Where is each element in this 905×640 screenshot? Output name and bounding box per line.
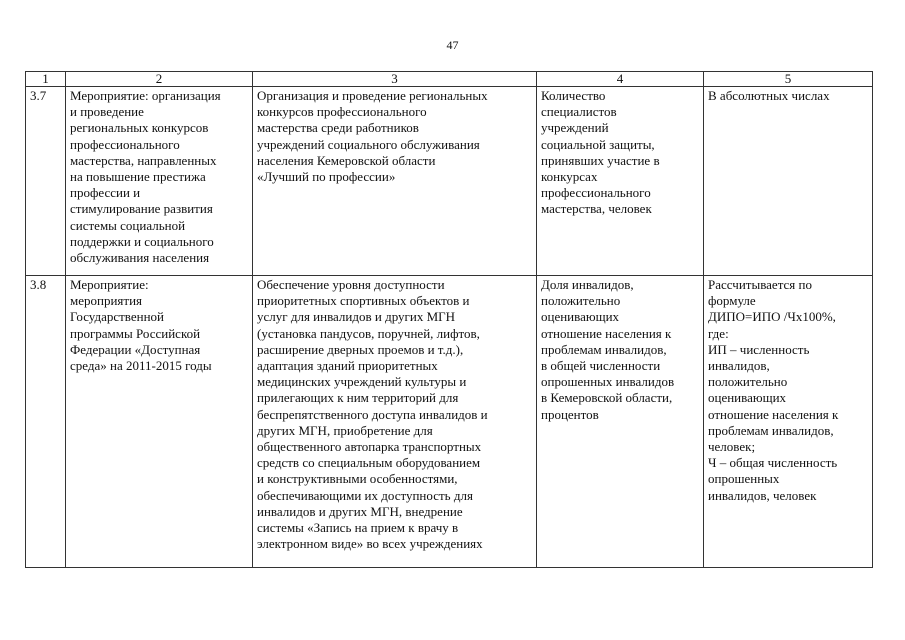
text-line: профессии и xyxy=(70,185,141,201)
text-line: расширение дверных проемов и т.д.), xyxy=(257,341,464,357)
header-cell-3: 3 xyxy=(253,72,537,87)
text-line: инвалидов, xyxy=(708,358,770,374)
text-line: услуг для инвалидов и других МГН xyxy=(257,309,456,325)
text-line: профессионального xyxy=(70,136,180,152)
text-line: отношение населения к xyxy=(708,406,839,422)
header-cell-4: 4 xyxy=(537,72,704,87)
text-line: опрошенных xyxy=(708,471,780,487)
table-header-row xyxy=(26,72,873,87)
text-line: региональных конкурсов xyxy=(70,120,209,136)
page-number: 47 xyxy=(446,38,459,52)
text-line: на повышение престижа xyxy=(70,169,206,185)
text-line: населения Кемеровской области xyxy=(257,152,436,168)
text-line: конкурсов профессионального xyxy=(257,104,427,120)
text-line: мероприятия xyxy=(70,293,143,309)
text-line: (установка пандусов, поручней, лифтов, xyxy=(257,325,480,341)
text-line: Федерации «Доступная xyxy=(70,341,201,357)
text-line: прилегающих к ним территорий для xyxy=(257,390,459,406)
table-row xyxy=(26,276,873,568)
text-line: электронном виде» во всех учреждениях xyxy=(257,536,483,552)
text-line: поддержки и социального xyxy=(70,233,214,249)
text-line: системы «Запись на прием к врачу в xyxy=(257,520,459,536)
table-row xyxy=(26,87,873,276)
text-line: инвалидов, человек xyxy=(708,487,817,503)
text-line: стимулирование развития xyxy=(70,201,213,217)
text-line: мастерства, человек xyxy=(541,201,652,217)
text-line: учреждений xyxy=(541,120,609,136)
text-line: приоритетных спортивных объектов и xyxy=(257,293,470,309)
description-cell xyxy=(253,87,537,276)
text-line: Обеспечение уровня доступности xyxy=(257,277,445,292)
text-line: инвалидов и других МГН, внедрение xyxy=(257,503,463,519)
text-line: оценивающих xyxy=(541,309,620,325)
header-cell-2: 2 xyxy=(66,72,253,87)
indicator-cell xyxy=(537,87,704,276)
text-line: ИП – численность xyxy=(708,341,810,357)
text-line: конкурсах xyxy=(541,169,598,185)
text-line: в Кемеровской области, xyxy=(541,390,673,406)
text-line: Государственной xyxy=(70,309,165,325)
text-line: принявших участие в xyxy=(541,152,660,168)
text-line: В абсолютных числах xyxy=(708,88,830,103)
text-line: и конструктивными особенностями, xyxy=(257,471,458,487)
text-line: отношение населения к xyxy=(541,325,672,341)
text-line: процентов xyxy=(541,406,599,422)
text-line: где: xyxy=(708,325,729,341)
text-line: других МГН, приобретение для xyxy=(257,422,433,438)
text-line: формуле xyxy=(708,293,756,309)
indicator-cell xyxy=(537,276,704,568)
text-line: опрошенных инвалидов xyxy=(541,374,675,390)
text-line: беспрепятственного доступа инвалидов и xyxy=(257,406,488,422)
text-line: положительно xyxy=(541,293,621,309)
text-line: и проведение xyxy=(70,104,144,120)
header-cell-1: 1 xyxy=(26,72,66,87)
text-line: системы социальной xyxy=(70,217,186,233)
text-line: мастерства среди работников xyxy=(257,120,419,136)
calculation-cell xyxy=(704,87,873,276)
text-line: обеспечивающими их доступность для xyxy=(257,487,473,503)
text-line: адаптация зданий приоритетных xyxy=(257,358,438,374)
header-cell-5: 5 xyxy=(704,72,873,87)
text-line: социальной защиты, xyxy=(541,136,655,152)
text-line: специалистов xyxy=(541,104,617,120)
text-line: Мероприятие: организация xyxy=(70,88,221,103)
text-line: в общей численности xyxy=(541,358,661,374)
row-number-cell: 3.8 xyxy=(26,276,66,568)
text-line: учреждений социального обслуживания xyxy=(257,136,480,152)
calculation-cell xyxy=(704,276,873,568)
row-number-cell: 3.7 xyxy=(26,87,66,276)
text-line: проблемам инвалидов, xyxy=(708,422,834,438)
text-line: Мероприятие: xyxy=(70,277,149,292)
text-line: оценивающих xyxy=(708,390,787,406)
text-line: положительно xyxy=(708,374,788,390)
text-line: мастерства, направленных xyxy=(70,152,217,168)
text-line: Количество xyxy=(541,88,606,103)
text-line: программы Российской xyxy=(70,325,201,341)
text-line: Организация и проведение региональных xyxy=(257,88,488,103)
text-line: средств со специальным оборудованием xyxy=(257,455,481,471)
document-table xyxy=(25,71,873,568)
text-line: человек; xyxy=(708,439,756,455)
text-line: профессионального xyxy=(541,185,651,201)
measure-cell xyxy=(66,276,253,568)
text-line: «Лучший по профессии» xyxy=(257,169,396,185)
text-line: ДИПО=ИПО /Чх100%, xyxy=(708,309,836,325)
text-line: Ч – общая численность xyxy=(708,455,838,471)
text-line: общественного автопарка транспортных xyxy=(257,439,482,455)
text-line: обслуживания населения xyxy=(70,250,210,266)
text-line: среда» на 2011-2015 годы xyxy=(70,358,212,374)
text-line: Доля инвалидов, xyxy=(541,277,634,292)
description-cell xyxy=(253,276,537,568)
text-line: Рассчитывается по xyxy=(708,277,812,292)
measure-cell xyxy=(66,87,253,276)
text-line: проблемам инвалидов, xyxy=(541,341,667,357)
text-line: медицинских учреждений культуры и xyxy=(257,374,467,390)
